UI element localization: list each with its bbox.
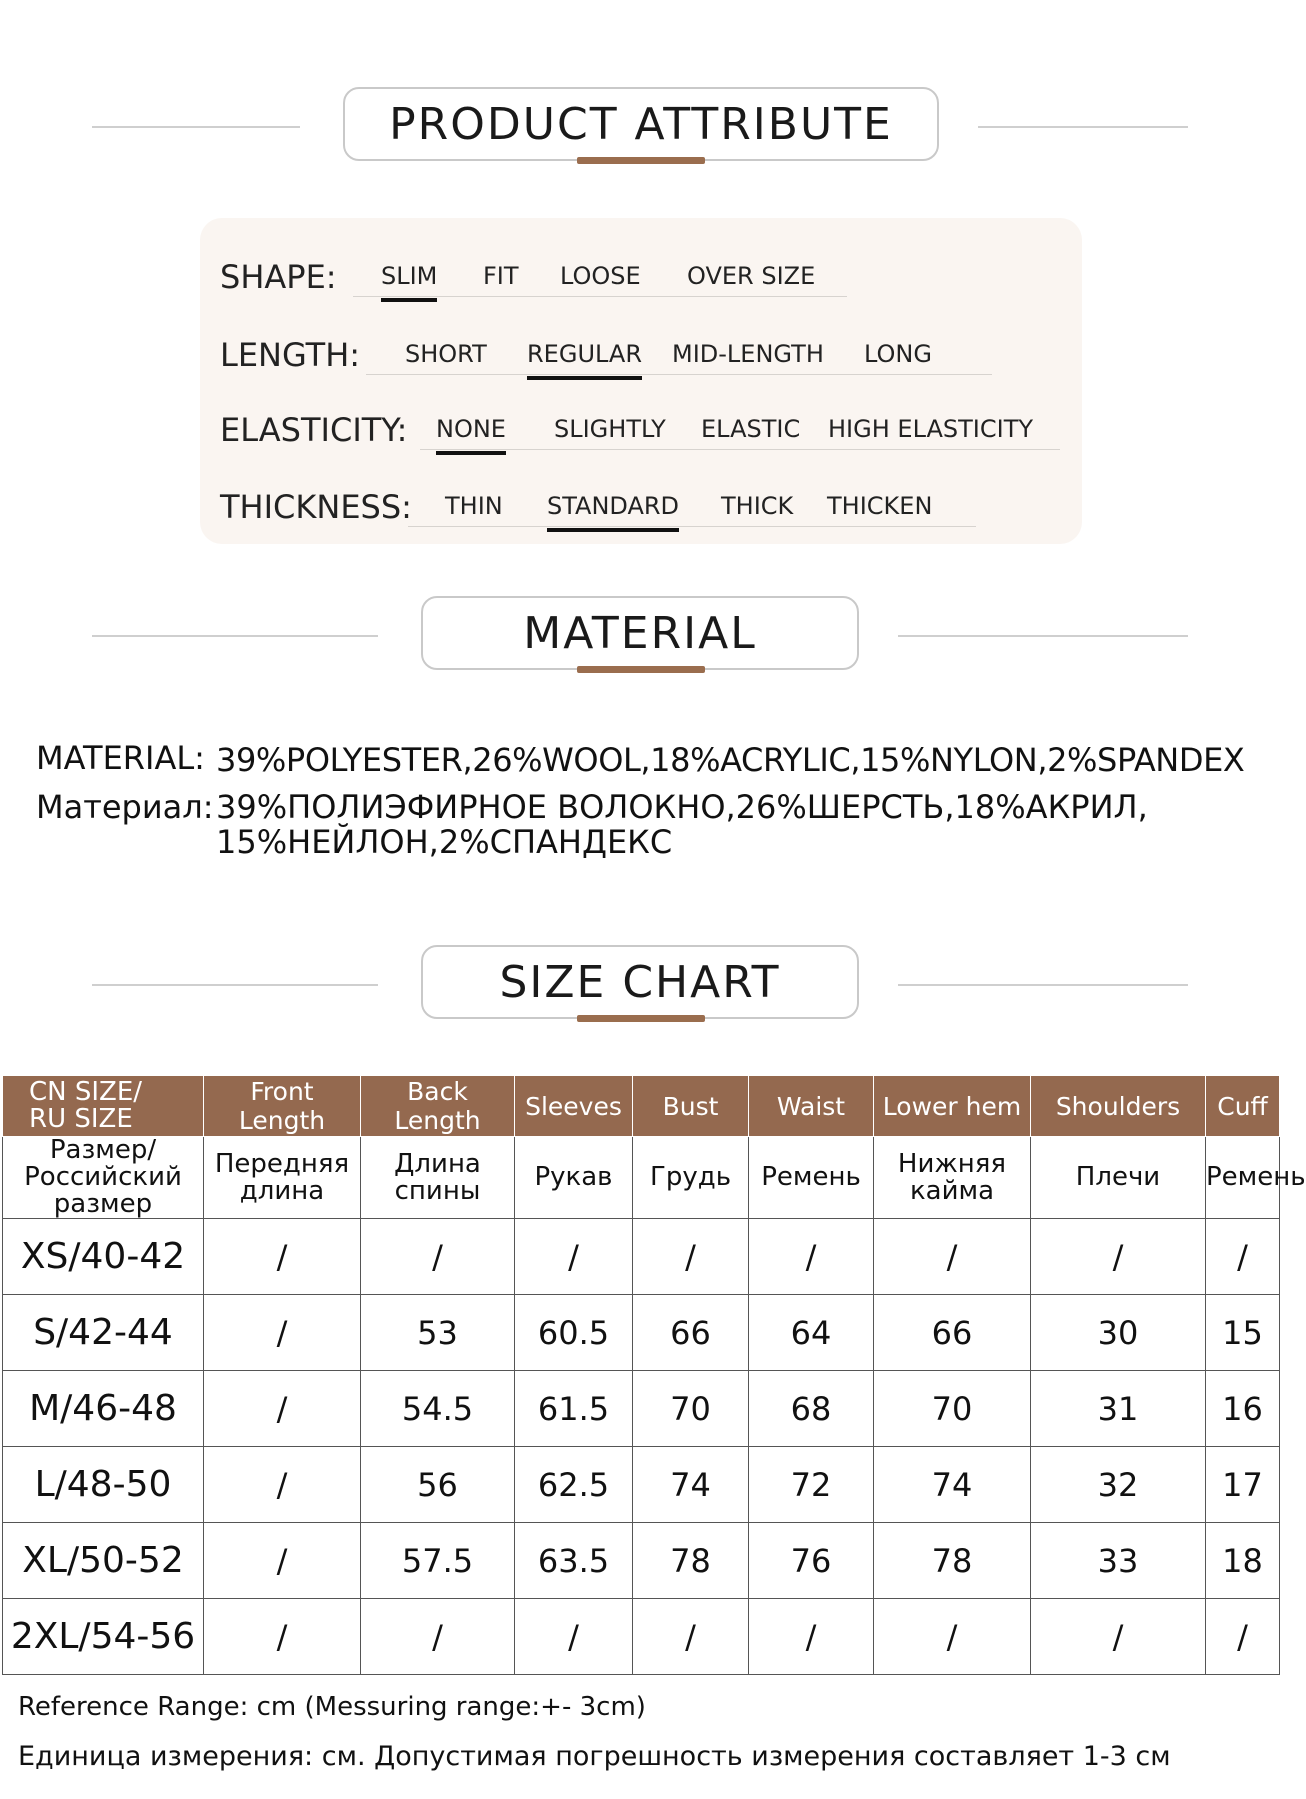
header-line: Нижняя [897, 1148, 1007, 1179]
heading-box [421, 596, 859, 670]
table-row [3, 1371, 1280, 1447]
attr-option-selected: REGULAR [527, 340, 643, 368]
measurement-cell: / [633, 1219, 749, 1295]
attr-option-selected: SLIM [381, 262, 438, 290]
attr-option: LONG [864, 340, 932, 368]
size-cell: 2XL/54-56 [3, 1599, 204, 1675]
heading-rule-right [898, 635, 1188, 637]
measurement-cell: 60.5 [515, 1295, 633, 1371]
measurement-cell: / [874, 1599, 1031, 1675]
attr-row-thickness [200, 466, 1082, 536]
measurement-cell: / [204, 1371, 361, 1447]
measurement-cell: / [204, 1295, 361, 1371]
heading-rule-right [978, 126, 1188, 128]
measurement-cell: 53 [361, 1295, 515, 1371]
measurement-cell: 62.5 [515, 1447, 633, 1523]
header-cell: Bust [633, 1076, 749, 1137]
header-line: Передняя [214, 1148, 350, 1179]
heading-rule-left [92, 984, 378, 986]
measurement-cell: / [874, 1219, 1031, 1295]
material-label-ru: Материал: [36, 788, 214, 826]
attr-option: OVER SIZE [687, 262, 816, 290]
measurement-cell: 66 [874, 1295, 1031, 1371]
attr-option: THIN [445, 492, 503, 520]
measurement-cell: 66 [633, 1295, 749, 1371]
size-cell: XS/40-42 [3, 1219, 204, 1295]
measurement-cell: 31 [1031, 1371, 1206, 1447]
table-row [3, 1219, 1280, 1295]
heading-title: SIZE CHART [499, 956, 781, 1008]
heading-rule-left [92, 126, 300, 128]
header-cell-ru [633, 1137, 749, 1219]
attr-option: SLIGHTLY [554, 415, 666, 443]
header-line: Размер/ [49, 1135, 157, 1165]
table-row [3, 1599, 1280, 1675]
attr-option: THICK [721, 492, 794, 520]
measurement-cell: / [204, 1447, 361, 1523]
measurement-cell: 16 [1206, 1371, 1280, 1447]
attr-option: SHORT [405, 340, 487, 368]
measurement-cell: / [515, 1599, 633, 1675]
header-cell-ru [874, 1137, 1031, 1219]
attr-divider [366, 374, 992, 375]
measurement-cell: / [633, 1599, 749, 1675]
reference-note-en: Reference Range: cm (Messuring range:+- 3cm) [18, 1692, 646, 1722]
attr-option: ELASTIC [701, 415, 801, 443]
heading-box [421, 945, 859, 1019]
header-cell-size-ru [3, 1137, 204, 1219]
header-line: размер [53, 1189, 153, 1219]
measurement-cell: 32 [1031, 1447, 1206, 1523]
measurement-cell: 15 [1206, 1295, 1280, 1371]
attribute-panel [200, 218, 1082, 544]
header-cell: Shoulders [1031, 1076, 1206, 1137]
measurement-cell: 72 [749, 1447, 874, 1523]
size-cell: M/46-48 [3, 1371, 204, 1447]
measurement-cell: / [749, 1219, 874, 1295]
measurement-cell: / [361, 1599, 515, 1675]
header-cell: Waist [749, 1076, 874, 1137]
heading-title: PRODUCT ATTRIBUTE [389, 98, 893, 150]
measurement-cell: 57.5 [361, 1523, 515, 1599]
table-header-row-en [3, 1076, 1280, 1137]
attr-option-selected: NONE [436, 415, 506, 443]
size-chart-heading [0, 945, 1280, 1025]
table-header-row-ru [3, 1137, 1280, 1219]
material-value-en: 39%POLYESTER,26%WOOL,18%ACRYLIC,15%NYLON,2%SPANDEX [216, 741, 1245, 779]
product-attribute-heading [0, 87, 1280, 167]
header-cell-size [3, 1076, 204, 1137]
size-cell: L/48-50 [3, 1447, 204, 1523]
material-heading [0, 596, 1280, 676]
header-cell-ru [515, 1137, 633, 1219]
measurement-cell: / [749, 1599, 874, 1675]
measurement-cell: 56 [361, 1447, 515, 1523]
measurement-cell: / [1031, 1599, 1206, 1675]
header-cell: Back Length [361, 1076, 515, 1137]
measurement-cell: 33 [1031, 1523, 1206, 1599]
header-line: Грудь [649, 1162, 732, 1192]
measurement-cell: 78 [874, 1523, 1031, 1599]
table-row [3, 1295, 1280, 1371]
reference-note-ru: Единица измерения: см. Допустимая погрешность измерения составляет 1-3 см [18, 1741, 1171, 1772]
material-label-en: MATERIAL: [36, 739, 205, 777]
material-value-ru-line2: 15%НЕЙЛОН,2%СПАНДЕКС [216, 823, 673, 861]
size-table-body [3, 1219, 1280, 1675]
heading-title: MATERIAL [523, 607, 757, 659]
measurement-cell: 74 [874, 1447, 1031, 1523]
measurement-cell: 30 [1031, 1295, 1206, 1371]
size-cell: S/42-44 [3, 1295, 204, 1371]
measurement-cell: 70 [874, 1371, 1031, 1447]
measurement-cell: 76 [749, 1523, 874, 1599]
attr-option: FIT [483, 262, 519, 290]
header-line: Ремень [761, 1162, 861, 1192]
size-cell: XL/50-52 [3, 1523, 204, 1599]
attr-option: HIGH ELASTICITY [828, 415, 1034, 443]
attr-row-elasticity [200, 389, 1082, 459]
measurement-cell: 78 [633, 1523, 749, 1599]
attr-row-shape [200, 236, 1082, 306]
header-line: RU SIZE [29, 1104, 133, 1134]
measurement-cell: / [204, 1523, 361, 1599]
attr-label: ELASTICITY: [220, 411, 408, 449]
measurement-cell: / [1206, 1219, 1280, 1295]
header-cell: Front Length [204, 1076, 361, 1137]
attr-option-selected: STANDARD [547, 492, 680, 520]
header-cell-ru [1031, 1137, 1206, 1219]
measurement-cell: / [1206, 1599, 1280, 1675]
attr-row-length [200, 314, 1082, 384]
header-cell-ru [204, 1137, 361, 1219]
measurement-cell: / [361, 1219, 515, 1295]
heading-box [343, 87, 939, 161]
attr-option: THICKEN [827, 492, 933, 520]
measurement-cell: 61.5 [515, 1371, 633, 1447]
heading-rule-right [898, 984, 1188, 986]
attr-divider [353, 296, 847, 297]
header-cell: Lower hem [874, 1076, 1031, 1137]
material-value-ru-line1: 39%ПОЛИЭФИРНОЕ ВОЛОКНО,26%ШЕРСТЬ,18%АКРИЛ, [216, 788, 1148, 826]
header-line: длина [239, 1175, 325, 1206]
size-table [2, 1075, 1306, 1675]
header-cell-ru [361, 1137, 515, 1219]
measurement-cell: 18 [1206, 1523, 1280, 1599]
measurement-cell: 63.5 [515, 1523, 633, 1599]
table-row [3, 1523, 1280, 1599]
header-line: Ремень [1206, 1162, 1306, 1192]
attr-label: THICKNESS: [220, 488, 412, 526]
measurement-cell: / [1031, 1219, 1206, 1295]
measurement-cell: 17 [1206, 1447, 1280, 1523]
header-line: кайма [909, 1175, 995, 1206]
heading-rule-left [92, 635, 378, 637]
header-line: Длина [394, 1148, 481, 1179]
measurement-cell: 54.5 [361, 1371, 515, 1447]
attr-divider [408, 526, 976, 527]
heading-underline [577, 157, 705, 164]
measurement-cell: 70 [633, 1371, 749, 1447]
header-line: Плечи [1075, 1162, 1161, 1192]
header-line: CN SIZE/ [29, 1077, 143, 1107]
header-cell: Cuff [1206, 1076, 1280, 1137]
measurement-cell: 68 [749, 1371, 874, 1447]
header-cell-ru [749, 1137, 874, 1219]
measurement-cell: / [515, 1219, 633, 1295]
measurement-cell: / [204, 1599, 361, 1675]
measurement-cell: 74 [633, 1447, 749, 1523]
attr-option: LOOSE [560, 262, 641, 290]
table-row [3, 1447, 1280, 1523]
measurement-cell: / [204, 1219, 361, 1295]
header-line: спины [394, 1175, 481, 1206]
heading-underline [577, 666, 705, 673]
attr-divider [420, 449, 1060, 450]
attr-label: SHAPE: [220, 258, 337, 296]
measurement-cell: 64 [749, 1295, 874, 1371]
header-cell: Sleeves [515, 1076, 633, 1137]
heading-underline [577, 1015, 705, 1022]
header-line: Рукав [534, 1162, 613, 1192]
header-cell-ru [1206, 1137, 1306, 1219]
attr-option: MID-LENGTH [672, 340, 824, 368]
header-line: Российский [24, 1162, 182, 1192]
attr-label: LENGTH: [220, 336, 361, 374]
